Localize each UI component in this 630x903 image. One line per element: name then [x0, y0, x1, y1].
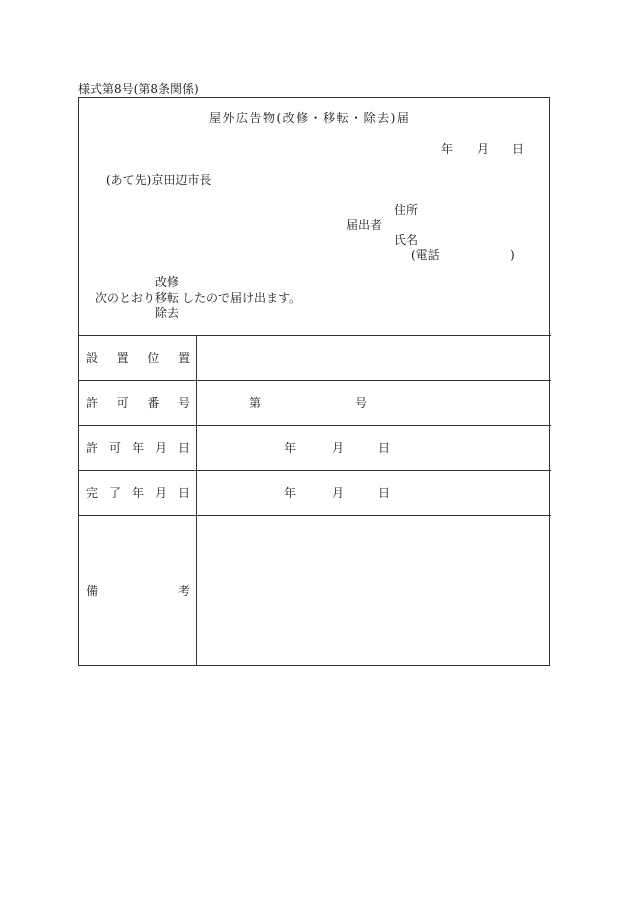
label-char: 許 — [86, 396, 99, 410]
permit-number-field[interactable] — [265, 384, 350, 422]
phone-close: ) — [510, 248, 515, 262]
permit-number-suffix: 号 — [355, 396, 368, 410]
remarks-field[interactable] — [198, 517, 548, 664]
option-renovation: 改修 — [155, 275, 180, 289]
form-title: 屋外広告物(改修・移転・除去)届 — [209, 111, 411, 125]
statement-suffix: したので届け出ます。 — [182, 291, 302, 305]
form-number: 様式第8号(第8条関係) — [78, 82, 199, 96]
label-char: 許 — [86, 441, 99, 455]
permit-date-month: 月 — [332, 441, 345, 455]
label-char: 号 — [177, 396, 190, 410]
label-char: 日 — [177, 441, 190, 455]
label-char: 了 — [108, 486, 121, 500]
label-char: 可 — [116, 396, 129, 410]
label-location — [86, 352, 190, 364]
label-permit-date — [86, 442, 190, 454]
label-char: 番 — [147, 396, 160, 410]
permit-date-day: 日 — [378, 441, 391, 455]
label-char: 日 — [177, 486, 190, 500]
divider-row-1 — [78, 380, 551, 381]
phone-label: (電話 — [411, 248, 440, 262]
date-year-label: 年 — [441, 142, 454, 156]
address-label: 住所 — [394, 203, 419, 217]
label-char: 年 — [131, 441, 144, 455]
permit-date-year: 年 — [284, 441, 297, 455]
permit-number-prefix: 第 — [249, 396, 262, 410]
label-permit-number — [86, 397, 190, 409]
applicant-label: 届出者 — [346, 218, 383, 232]
label-char: 月 — [154, 441, 167, 455]
date-month-label: 月 — [477, 142, 490, 156]
statement-prefix: 次のとおり — [95, 291, 156, 305]
name-label: 氏名 — [394, 233, 419, 247]
label-char: 月 — [154, 486, 167, 500]
addressee: (あて先)京田辺市長 — [106, 173, 212, 187]
label-char: 可 — [108, 441, 121, 455]
completion-date-month: 月 — [332, 486, 345, 500]
label-char: 完 — [86, 486, 99, 500]
label-char: 年 — [131, 486, 144, 500]
completion-date-day: 日 — [378, 486, 391, 500]
label-completion-date — [86, 487, 190, 499]
option-removal: 除去 — [155, 306, 180, 320]
date-day-label: 日 — [512, 142, 525, 156]
label-column-divider — [196, 335, 197, 666]
label-char: 考 — [177, 584, 190, 598]
option-relocation: 移転 — [155, 291, 180, 305]
label-char: 置 — [116, 351, 129, 365]
divider-row-4 — [78, 515, 551, 516]
label-char: 置 — [177, 351, 190, 365]
completion-date-year: 年 — [284, 486, 297, 500]
divider-header — [78, 335, 551, 336]
location-field[interactable] — [198, 337, 548, 378]
label-char: 設 — [86, 351, 99, 365]
divider-row-2 — [78, 425, 551, 426]
label-remarks — [86, 585, 190, 597]
divider-row-3 — [78, 470, 551, 471]
label-char: 備 — [86, 584, 99, 598]
label-char: 位 — [147, 351, 160, 365]
